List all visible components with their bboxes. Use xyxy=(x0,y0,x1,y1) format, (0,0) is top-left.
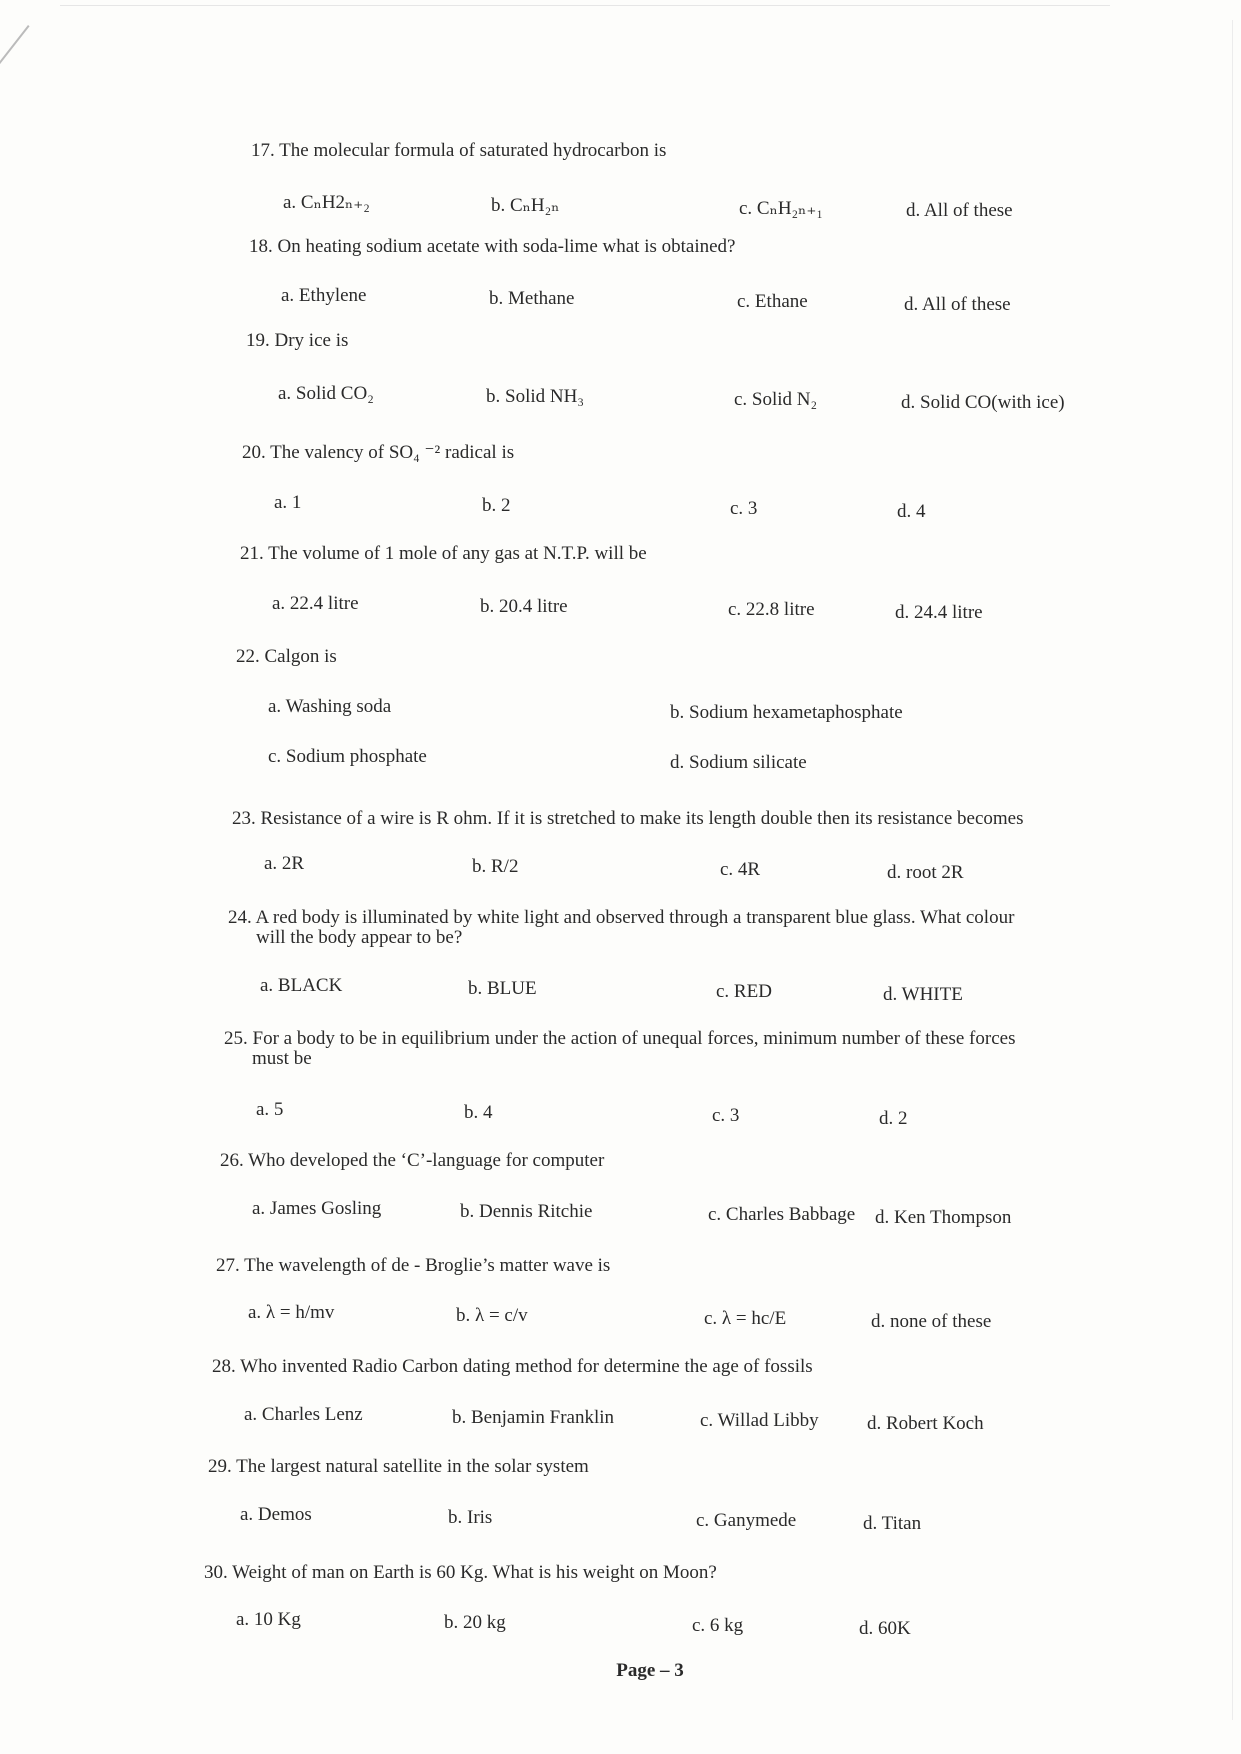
page-number: Page – 3 xyxy=(616,1660,684,1681)
question-number: 25. xyxy=(224,1028,248,1049)
question-number: 27. xyxy=(216,1255,240,1276)
question-text: Resistance of a wire is R ohm. If it is stretched to make its length double then its resistance becomes xyxy=(260,808,1024,829)
option-d: d. 24.4 litre xyxy=(895,602,983,623)
option-d: d. Titan xyxy=(863,1513,922,1534)
option-c: c. CₙH₂ₙ₊₁ xyxy=(739,198,824,219)
option-c: c. Solid N₂ xyxy=(734,389,818,410)
option-b: b. Iris xyxy=(448,1507,493,1528)
question-27 xyxy=(216,1255,610,1277)
option-b: b. Solid NH₃ xyxy=(486,386,584,407)
question-text: The wavelength of de - Broglie’s matter wave is xyxy=(244,1255,611,1276)
option-c: c. λ = hc/E xyxy=(704,1308,787,1329)
option-b: b. CₙH₂ₙ xyxy=(491,195,560,216)
question-number: 23. xyxy=(232,808,256,829)
question-28 xyxy=(212,1356,813,1378)
question-text: The molecular formula of saturated hydrocarbon is xyxy=(279,140,667,161)
option-a: a. 22.4 litre xyxy=(272,593,359,614)
option-b: b. BLUE xyxy=(468,978,537,999)
option-b: b. λ = c/v xyxy=(456,1305,528,1326)
option-d: d. WHITE xyxy=(883,984,963,1005)
option-d: d. none of these xyxy=(871,1311,992,1332)
option-b: b. 2 xyxy=(482,495,511,516)
option-c: c. 3 xyxy=(730,498,758,519)
question-text: The volume of 1 mole of any gas at N.T.P. will be xyxy=(268,543,647,564)
option-b: b. 20.4 litre xyxy=(480,596,568,617)
question-20 xyxy=(242,441,514,464)
option-d: d. All of these xyxy=(904,294,1011,315)
option-d: d. Ken Thompson xyxy=(875,1207,1012,1228)
option-b: b. R/2 xyxy=(472,856,519,877)
option-c: c. Charles Babbage xyxy=(708,1204,856,1225)
question-text-continued: will the body appear to be? xyxy=(256,927,463,948)
option-b: b. Sodium hexametaphosphate xyxy=(670,702,903,723)
question-text: A red body is illuminated by white light and observed through a transparent blue glass. What colour xyxy=(255,907,1015,928)
question-text: For a body to be in equilibrium under the action of unequal forces, minimum number of these forces xyxy=(252,1028,1016,1049)
question-text: On heating sodium acetate with soda-lime what is obtained? xyxy=(277,236,736,257)
scan-edge xyxy=(1232,20,1233,1720)
option-a: a. Demos xyxy=(240,1504,312,1525)
option-b: b. Benjamin Franklin xyxy=(452,1407,615,1428)
option-c: c. Ethane xyxy=(737,291,808,312)
question-26 xyxy=(220,1150,604,1172)
option-a: a. 5 xyxy=(256,1099,284,1120)
option-c: c. Sodium phosphate xyxy=(268,746,427,767)
question-22 xyxy=(236,646,337,668)
question-number: 26. xyxy=(220,1150,244,1171)
question-text: The valency of SO₄ ⁻² radical is xyxy=(270,442,515,463)
question-number: 22. xyxy=(236,646,260,667)
option-b: b. Methane xyxy=(489,288,575,309)
question-number: 17. xyxy=(251,140,275,161)
question-number: 20. xyxy=(242,442,266,463)
option-a: a. 10 Kg xyxy=(236,1609,301,1630)
option-c: c. Willad Libby xyxy=(700,1410,819,1431)
option-a: a. James Gosling xyxy=(252,1198,382,1219)
question-text: Weight of man on Earth is 60 Kg. What is his weight on Moon? xyxy=(232,1562,717,1583)
question-29 xyxy=(208,1456,589,1478)
question-number: 28. xyxy=(212,1356,236,1377)
option-c: c. 3 xyxy=(712,1105,740,1126)
option-a: a. 1 xyxy=(274,492,302,513)
option-d: d. Sodium silicate xyxy=(670,752,807,773)
option-d: d. 60K xyxy=(859,1618,911,1639)
pen-mark xyxy=(0,25,30,81)
option-c: c. 22.8 litre xyxy=(728,599,815,620)
question-number: 30. xyxy=(204,1562,228,1583)
option-a: a. λ = h/mv xyxy=(248,1302,335,1323)
question-text: Who invented Radio Carbon dating method for determine the age of fossils xyxy=(240,1356,813,1377)
option-c: c. Ganymede xyxy=(696,1510,797,1531)
option-b: b. 20 kg xyxy=(444,1612,506,1633)
option-d: d. 4 xyxy=(897,501,926,522)
option-c: c. RED xyxy=(716,981,772,1002)
question-number: 21. xyxy=(240,543,264,564)
option-a: a. CₙH2ₙ₊₂ xyxy=(283,192,370,213)
option-b: b. 4 xyxy=(464,1102,493,1123)
option-a: a. Ethylene xyxy=(281,285,367,306)
option-c: c. 4R xyxy=(720,859,761,880)
question-number: 24. xyxy=(228,907,252,928)
question-text: Calgon is xyxy=(264,646,337,667)
question-text: Dry ice is xyxy=(274,330,349,351)
option-a: a. 2R xyxy=(264,853,305,874)
option-a: a. Charles Lenz xyxy=(244,1404,363,1425)
option-b: b. Dennis Ritchie xyxy=(460,1201,593,1222)
question-24 xyxy=(228,907,1014,949)
option-d: d. 2 xyxy=(879,1108,908,1129)
question-18 xyxy=(249,236,736,258)
question-number: 29. xyxy=(208,1456,232,1477)
option-d: d. root 2R xyxy=(887,862,964,883)
question-19 xyxy=(246,330,348,352)
question-text-continued: must be xyxy=(252,1048,312,1069)
question-30 xyxy=(204,1562,717,1584)
question-number: 18. xyxy=(249,236,273,257)
question-17 xyxy=(251,140,666,162)
option-d: d. All of these xyxy=(906,200,1013,221)
question-text: The largest natural satellite in the solar system xyxy=(236,1456,589,1477)
option-a: a. Solid CO₂ xyxy=(278,383,374,404)
question-25 xyxy=(224,1028,1015,1070)
question-number: 19. xyxy=(246,330,270,351)
question-21 xyxy=(240,543,647,565)
question-text: Who developed the ‘C’-language for computer xyxy=(248,1150,605,1171)
option-c: c. 6 kg xyxy=(692,1615,744,1636)
option-d: d. Solid CO(with ice) xyxy=(901,392,1065,413)
option-a: a. Washing soda xyxy=(268,696,392,717)
question-23 xyxy=(232,808,1023,830)
option-d: d. Robert Koch xyxy=(867,1413,984,1434)
scan-artifact-line xyxy=(60,5,1110,6)
option-a: a. BLACK xyxy=(260,975,343,996)
